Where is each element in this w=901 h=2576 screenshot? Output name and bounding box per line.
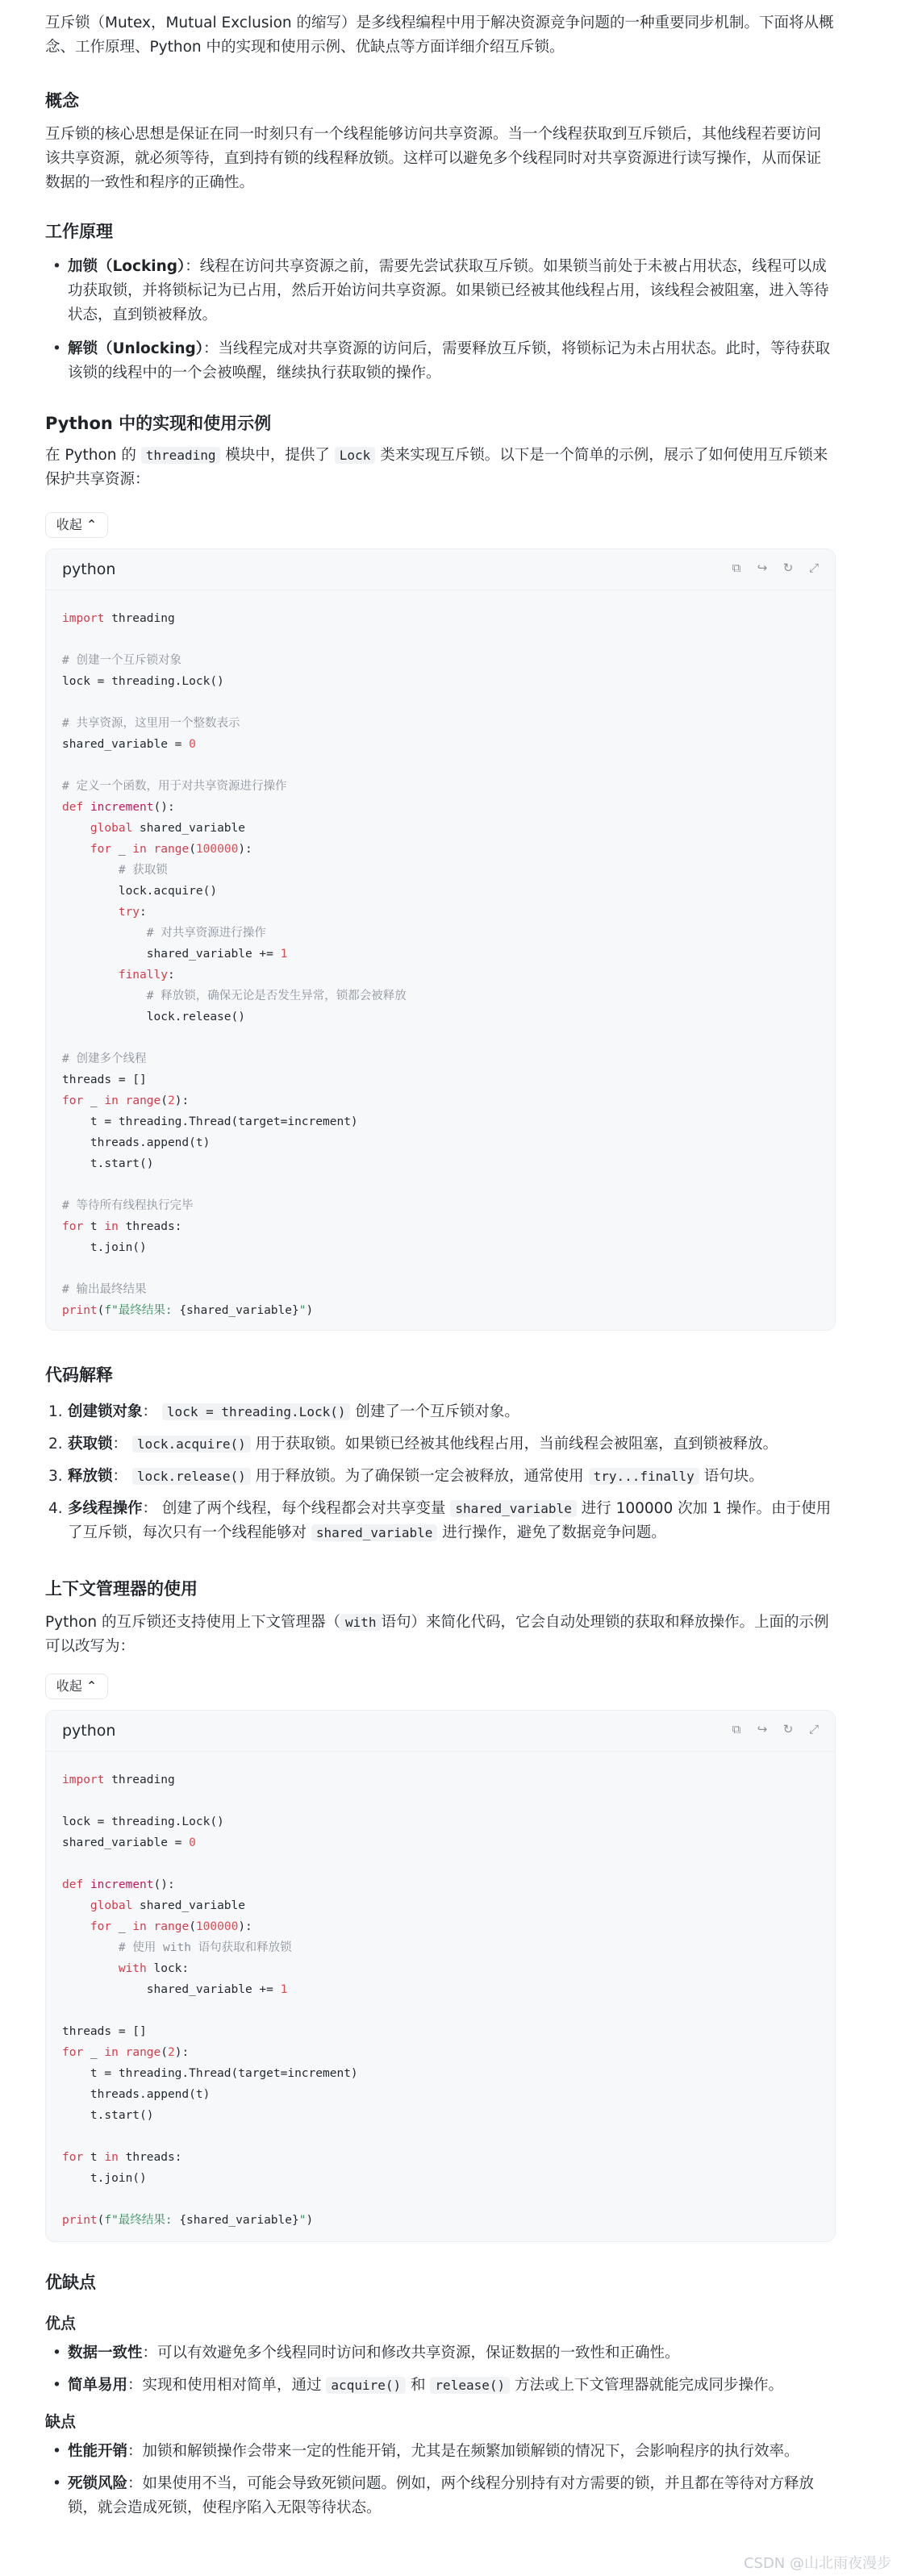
bullet-icon: • bbox=[52, 2475, 61, 2492]
expand-icon[interactable]: ⤢ bbox=[808, 1722, 819, 1736]
run-icon[interactable]: ↪ bbox=[757, 561, 768, 575]
bullet-icon: • bbox=[52, 2345, 61, 2361]
refresh-icon[interactable]: ↻ bbox=[782, 1722, 794, 1736]
list-item: • 性能开销：加锁和解锁操作会带来一定的性能开销，尤其是在频繁加锁解锁的情况下，会影响程序的执行效率。 bbox=[45, 2440, 836, 2464]
section-title: 工作原理 bbox=[45, 222, 113, 241]
list-item: 4. 多线程操作： 创建了两个线程，每个线程都会对共享变量 shared_variable 进行 100000 次加 1 操作。由于使用了互斥锁，每次只有一个线程能够对 shared_variable 进行操作，避免了数据竞争问题。 bbox=[48, 1500, 832, 1541]
collapse-button[interactable]: 收起 ⌃ bbox=[45, 1674, 108, 1699]
list-item: • 解锁（Unlocking）：当线程完成对共享资源的访问后，需要释放互斥锁，将锁标记为未占用状态。此时，等待获取该锁的线程中的一个会被唤醒，继续执行获取锁的操作。 bbox=[45, 337, 836, 386]
code-block bbox=[45, 1710, 836, 2242]
context-section bbox=[45, 1577, 836, 1659]
section-title: 优缺点 bbox=[45, 2273, 96, 2292]
bullet-icon: • bbox=[52, 340, 61, 357]
run-icon[interactable]: ↪ bbox=[757, 1722, 768, 1736]
bullet-icon: • bbox=[52, 258, 61, 275]
list-item: • 简单易用：实现和使用相对简单，通过 acquire() 和 release() 方法或上下文管理器就能完成同步操作。 bbox=[45, 2374, 836, 2398]
code-content: import threading # 创建一个互斥锁对象 lock = threading.Lock() # 共享资源，这里用一个整数表示 shared_variable = 0 # 定义一个函数，用于对共享资源进行操作 def increment(): global shared_variable for _ in range(100000): # 获取锁 lock.acquire() try: # 对共享资源进行操作 shared_variable += 1 finally: # 释放锁，确保无论是否发生异常，锁都会被释放 lock.release() # 创建多个线程 threads = [] for _ in range(2): t = threading.Thread(target=increment) threads.append(t) t.start() # 等待所有线程执行完毕 for t in threads: t.join() # 输出最终结果 print(f"最终结果: {shared_variable}") bbox=[62, 612, 407, 1317]
python-section bbox=[45, 411, 836, 492]
bullet-icon: • bbox=[52, 2443, 61, 2460]
chevron-up-icon: ⌃ bbox=[86, 517, 98, 532]
cons-title: 缺点 bbox=[45, 2413, 77, 2431]
copy-icon[interactable]: ⧉ bbox=[732, 561, 741, 575]
pros-title: 优点 bbox=[45, 2315, 77, 2332]
code-content: import threading lock = threading.Lock() shared_variable = 0 def increment(): global shared_variable for _ in range(100000): # 使用 with 语句获取和释放锁 with lock: shared_variable += 1 threads = [] for _ in range(2): t = threading.Thread(target=increment) threads.append(t) t.start() for t in threads: t.join() print(f"最终结果: {shared_variable}") bbox=[62, 1774, 358, 2227]
python-intro: 在 Python 的 threading 模块中，提供了 Lock 类来实现互斥锁。以下是一个简单的示例，展示了如何使用互斥锁来保护共享资源： bbox=[45, 447, 828, 488]
intro-paragraph: 互斥锁（Mutex，Mutual Exclusion 的缩写）是多线程编程中用于解决资源竞争问题的一种重要同步机制。下面将从概念、工作原理、Python 中的实现和使用示例、优缺点等方面详细介绍互斥锁。 bbox=[45, 15, 834, 56]
watermark: CSDN @山北雨夜漫步 bbox=[743, 2555, 891, 2572]
section-title: 上下文管理器的使用 bbox=[45, 1579, 198, 1599]
list-item: • 加锁（Locking）：线程在访问共享资源之前，需要先尝试获取互斥锁。如果锁当前处于未被占用状态，线程可以成功获取锁，并将锁标记为已占用，然后开始访问共享资源。如果锁已经被其他线程占用，该线程会被阻塞，进入等待状态，直到锁被释放。 bbox=[45, 255, 836, 327]
code-header bbox=[46, 549, 835, 590]
list-item: • 数据一致性：可以有效避免多个线程同时访问和修改共享资源，保证数据的一致性和正确性。 bbox=[45, 2341, 836, 2366]
copy-icon[interactable]: ⧉ bbox=[732, 1722, 741, 1736]
section-title: Python 中的实现和使用示例 bbox=[45, 414, 272, 433]
section-title: 概念 bbox=[45, 91, 79, 110]
pros-cons-section bbox=[45, 2270, 836, 2528]
refresh-icon[interactable]: ↻ bbox=[782, 561, 794, 575]
list-item: 1. 创建锁对象： lock = threading.Lock() 创建了一个互斥锁对象。 bbox=[48, 1403, 519, 1420]
list-item: • 死锁风险：如果使用不当，可能会导致死锁问题。例如，两个线程分别持有对方需要的锁，并且都在等待对方释放锁，就会造成死锁，使程序陷入无限等待状态。 bbox=[45, 2472, 836, 2520]
code-language: python bbox=[62, 561, 116, 578]
explain-section bbox=[45, 1363, 836, 1553]
list-item: 3. 释放锁： lock.release() 用于释放锁。为了确保锁一定会被释放，通常使用 try...finally 语句块。 bbox=[48, 1468, 764, 1485]
code-block bbox=[45, 548, 836, 1331]
section-title: 代码解释 bbox=[45, 1365, 113, 1385]
concept-body: 互斥锁的核心思想是保证在同一时刻只有一个线程能够访问共享资源。当一个线程获取到互斥锁后，其他线程若要访问该共享资源，就必须等待，直到持有锁的线程释放锁。这样可以避免多个线程同时对共享资源进行读写操作，从而保证数据的一致性和程序的正确性。 bbox=[45, 126, 822, 191]
code-language: python bbox=[62, 1722, 116, 1740]
bullet-icon: • bbox=[52, 2377, 61, 2394]
collapse-button[interactable]: 收起 ⌃ bbox=[45, 512, 108, 538]
concept-section bbox=[45, 89, 836, 195]
context-intro: Python 的互斥锁还支持使用上下文管理器（ with 语句）来简化代码，它会自动处理锁的获取和释放操作。上面的示例可以改写为： bbox=[45, 1614, 829, 1655]
code-header bbox=[46, 1711, 835, 1752]
principle-section bbox=[45, 219, 836, 394]
chevron-up-icon: ⌃ bbox=[86, 1678, 98, 1694]
list-item: 2. 获取锁： lock.acquire() 用于获取锁。如果锁已经被其他线程占用，当前线程会被阻塞，直到锁被释放。 bbox=[48, 1436, 778, 1453]
expand-icon[interactable]: ⤢ bbox=[808, 561, 819, 575]
